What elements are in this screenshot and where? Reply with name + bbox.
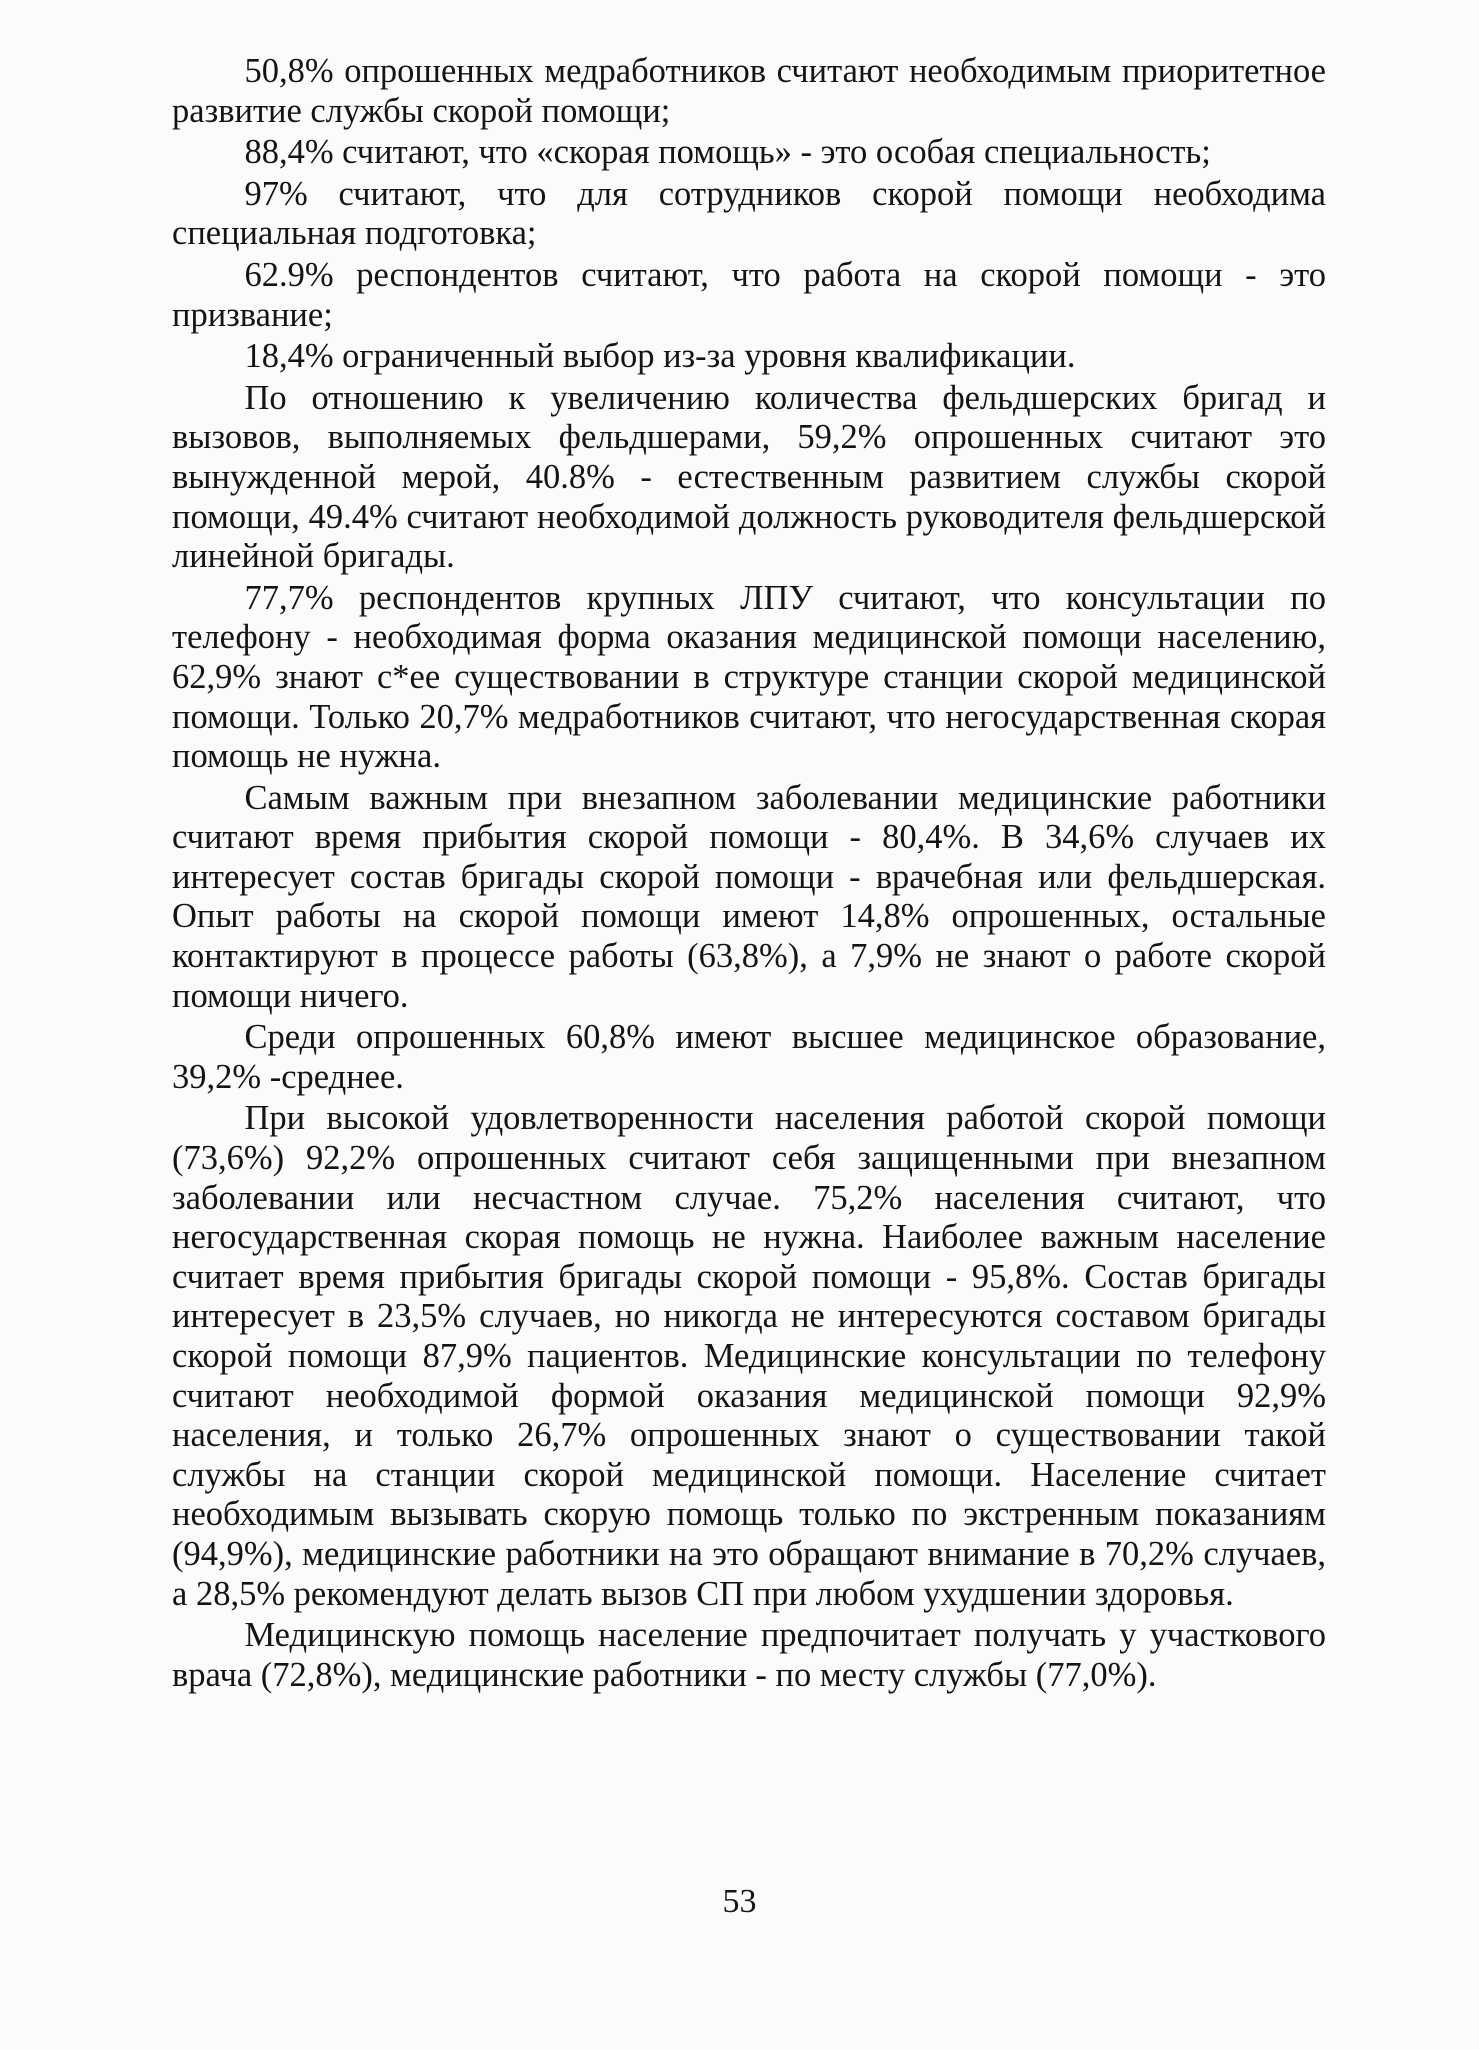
paragraph: По отношению к увеличению количества фельдшерских бригад и вызовов, выполняемых фельдшерами, 59,2% опрошенных считают это вынужденной мерой, 40.8% - естественным развитием службы скорой помощи, 49.4% считают необходимой должность руководителя фельдшерской линейной бригады. <box>172 378 1326 576</box>
paragraph: Среди опрошенных 60,8% имеют высшее медицинское образование, 39,2% -среднее. <box>172 1018 1326 1096</box>
paragraph: 18,4% ограниченный выбор из-за уровня квалификации. <box>244 337 1076 376</box>
paragraph: При высокой удовлетворенности населения работой скорой помощи (73,6%) 92,2% опрошенных считают себя защищенными при внезапном заболевании или несчастном случае. 75,2% населения считают, что негосударственная скорая помощь не нужна. Наиболее важным население считает время прибытия бригады скорой помощи - 95,8%. Состав бригады интересует в 23,5% случаев, но никогда не интересуются составом бригады скорой помощи 87,9% пациентов. Медицинские консультации по телефону считают необходимой формой оказания медицинской помощи 92,9% населения, и только 26,7% опрошенных знают о существовании такой службы на станции скорой медицинской помощи. Население считает необходимым вызывать скорую помощь только по экстренным показаниям (94,9%), медицинские работники на это обращают внимание в 70,2% случаев, а 28,5% рекомендуют делать вызов СП при любом ухудшении здоровья. <box>172 1099 1326 1613</box>
body-text <box>172 52 1326 1697</box>
paragraph: 88,4% считают, что «скорая помощь» - это особая специальность; <box>244 133 1211 172</box>
paragraph: Самым важным при внезапном заболевании медицинские работники считают время прибытия скорой помощи - 80,4%. В 34,6% случаев их интересует состав бригады скорой помощи - врачебная или фельдшерская. Опыт работы на скорой помощи имеют 14,8% опрошенных, остальные контактируют в процессе работы (63,8%), а 7,9% не знают о работе скорой помощи ничего. <box>172 778 1326 1015</box>
paragraph: 50,8% опрошенных медработников считают необходимым приоритетное развитие службы скорой помощи; <box>172 52 1326 130</box>
paragraph: 97% считают, что для сотрудников скорой помощи необходима специальная подготовка; <box>172 174 1326 253</box>
paragraph: Медицинскую помощь население предпочитает получать у участкового врача (72,8%), медицинские работники - по месту службы (77,0%). <box>172 1616 1326 1694</box>
page-number: 53 <box>722 1883 757 1920</box>
paragraph: 62.9% респондентов считают, что работа на скорой помощи - это призвание; <box>172 255 1326 334</box>
paragraph: 77,7% респондентов крупных ЛПУ считают, что консультации по телефону - необходимая форма оказания медицинской помощи населению, 62,9% знают с*ее существовании в структуре станции скорой медицинской помощи. Только 20,7% медработников считают, что негосударственная скорая помощь не нужна. <box>172 578 1326 776</box>
